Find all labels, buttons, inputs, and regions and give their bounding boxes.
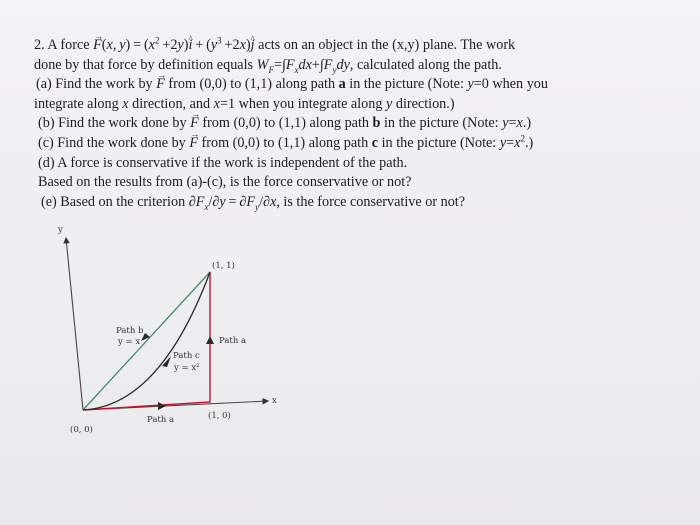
problem-line-4: integrate along x direction, and x=1 when you integrate along y direction.) — [34, 95, 455, 112]
problem-line-9: (e) Based on the criterion $\partial F_x/\partial y = \partial F_y/\partial x$, is the force conservative or not? — [41, 193, 466, 212]
point-10-label: (1, 0) — [208, 411, 231, 421]
problem-line-1: 2. A force → F(x, $y) = (x^2$ +2y)^ $i + (y^3$ +2x)^ j acts on an object in the (x,y) plane. The work — [34, 36, 674, 56]
y-axis-label: y — [58, 225, 63, 235]
problem-line-8: Based on the results from (a)-(c), is the force conservative or not? — [38, 174, 412, 191]
problem-line-3: (a) Find the work by → F from (0,0) to (1,1) along path a in the picture (Note: y=0 when you — [34, 75, 674, 95]
force-expression: → F(x, $y) = (x^2$ +2y)^ $i + (y^3$ +2x)^ j — [93, 37, 254, 53]
path-a-bottom-label: Path a — [147, 415, 175, 425]
path-b-eq: y = x — [118, 337, 141, 347]
path-a-right-arrow — [206, 336, 214, 344]
problem-line-7: (d) A force is conservative if the work is independent of the path. — [38, 154, 408, 171]
problem-line-5: (b) Find the work done by → F from (0,0) to (1,1) along path b in the picture (Note: y=x.) — [34, 114, 674, 134]
path-b-name: Path b — [116, 326, 144, 336]
path-c-name: Path c — [173, 351, 200, 361]
x-axis-label: x — [272, 396, 277, 406]
path-b-line — [83, 272, 210, 410]
path-a-right-label: Path a — [219, 336, 247, 346]
origin-label: (0, 0) — [70, 425, 93, 435]
point-11-label: (1, 1) — [212, 261, 235, 271]
path-a-bottom-arrow — [158, 402, 166, 410]
problem-line-2: done by that force by definition equals $W_F=\int F_xdx+\int F_ydy$, calculated along the path. — [34, 56, 502, 75]
path-c-eq: y = x² — [174, 363, 200, 373]
y-axis — [66, 238, 83, 410]
problem-line-6: (c) Find the work done by → F from (0,0) to (1,1) along path c in the picture (Note: $y=x^2$.) — [34, 134, 674, 154]
